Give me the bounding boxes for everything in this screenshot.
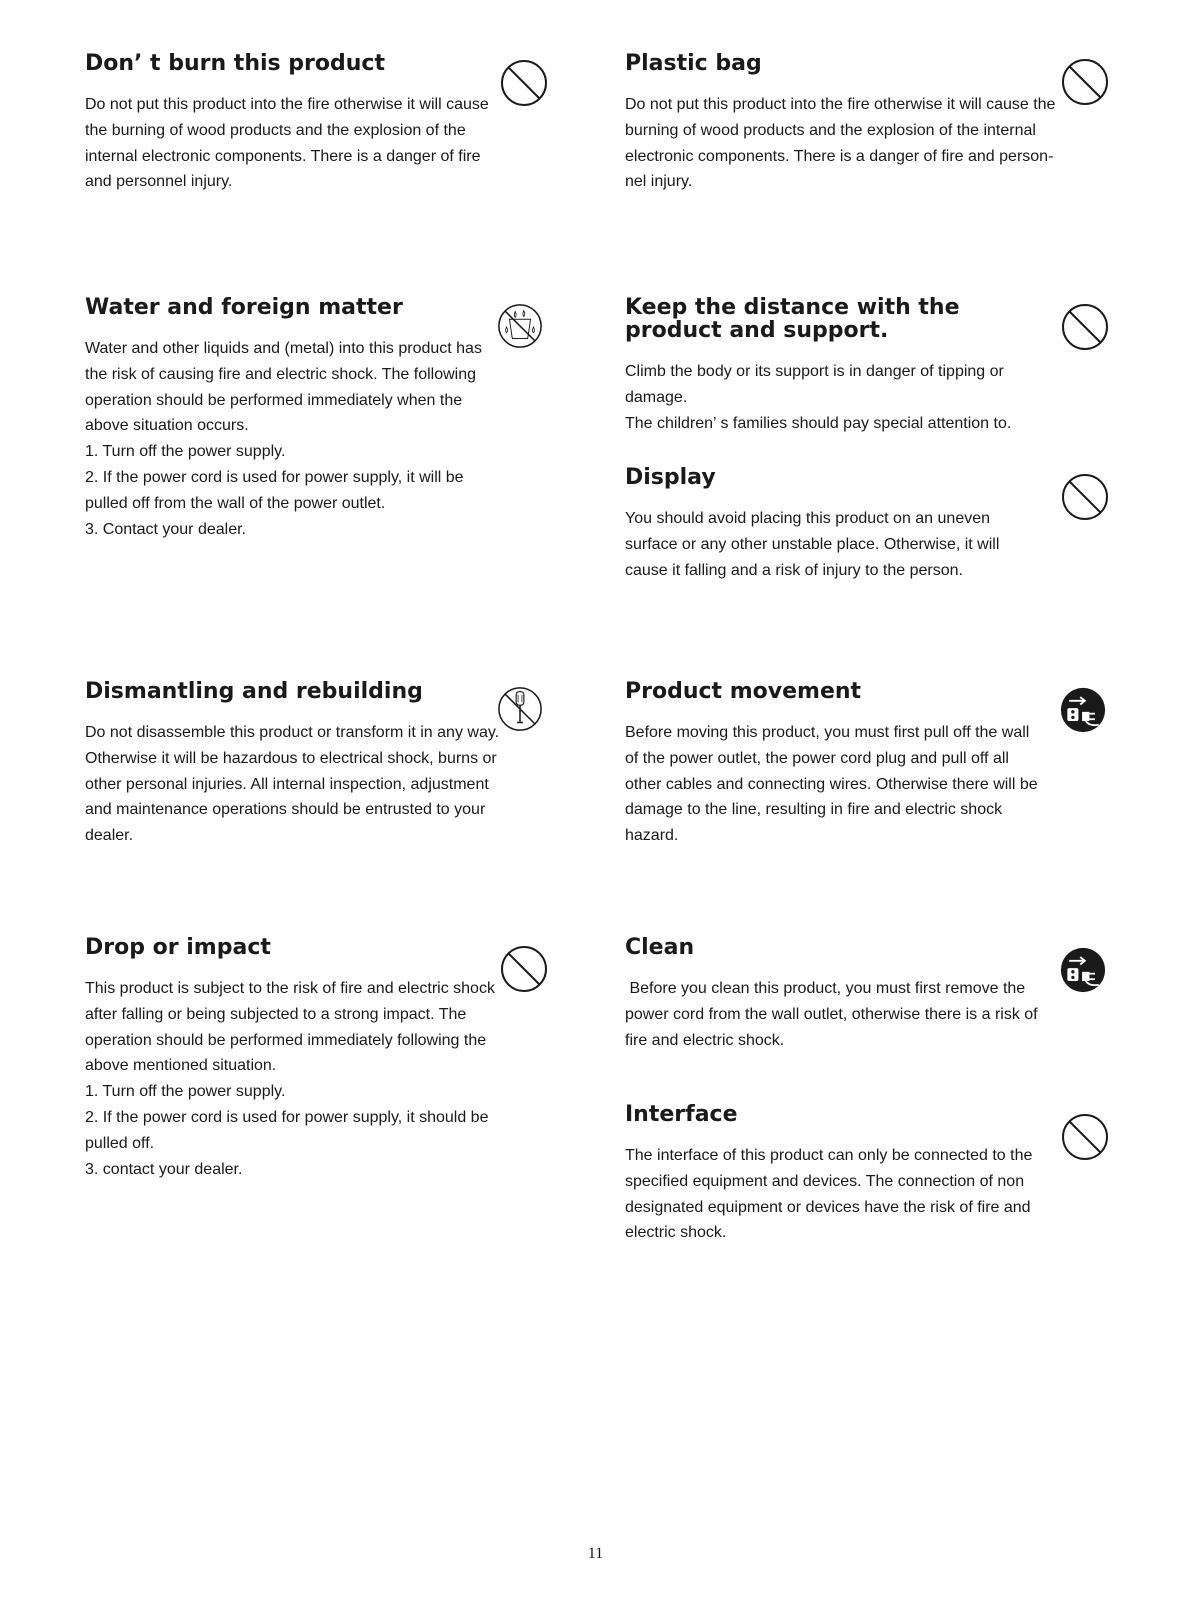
section-body: Before you clean this product, you must first remove the power cord from the wall outlet, otherwise there is a risk of fire and electric shock. — [625, 980, 1038, 1049]
section-title: Plastic bag — [625, 51, 762, 76]
section-title: Display — [625, 465, 716, 490]
section-body: You should avoid placing this product on an uneven surface or any other unstable place. Otherwise, it will cause it falling and a risk of injury to the person. — [625, 510, 1000, 579]
section-title: Keep the distance with the product and support. — [625, 295, 960, 343]
page-number: 11 — [587, 1545, 604, 1562]
section-title: Clean — [625, 935, 695, 960]
section-plastic-bag — [625, 52, 1065, 195]
section-body: Do not disassemble this product or transform it in any way. Otherwise it will be hazardous to electrical shock, burns or other personal injuries. All internal inspection, adjustment and maintenance operations should be entrusted to your dealer. — [85, 724, 500, 845]
section-title: Don’ t burn this product — [85, 51, 385, 76]
prohibited-icon — [1060, 302, 1110, 352]
section-body: This product is subject to the risk of fire and electric shock after falling or being subjected to a strong impact. The operation should be performed immediately following the above mentioned situation. 1. Turn off the power supply. 2. If the power cord is used for power supply, it should be pulled off. 3. contact your dealer. — [85, 980, 495, 1178]
section-body: Water and other liquids and (metal) into this product has the risk of causing fire and electric shock. The following operation should be performed immediately when the above situation occurs. 1. Turn off the power supply. 2. If the power cord is used for power supply, it will be pulled off from the wall of the power outlet. 3. Contact your dealer. — [85, 340, 482, 538]
prohibited-icon — [1060, 1112, 1110, 1162]
section-clean — [625, 936, 1055, 1053]
section-display — [625, 466, 1055, 583]
section-title: Drop or impact — [85, 935, 271, 960]
section-dismantling — [85, 680, 525, 849]
unplug-icon — [1060, 947, 1106, 993]
section-body: Climb the body or its support is in danger of tipping or damage. The children’ s families should pay special attention to. — [625, 363, 1012, 432]
section-keep-distance — [625, 296, 1055, 436]
prohibited-icon — [1060, 57, 1110, 107]
section-title: Dismantling and rebuilding — [85, 679, 423, 704]
prohibited-icon — [499, 944, 549, 994]
section-body: The interface of this product can only be connected to the specified equipment and devices. The connection of non designated equipment or devices have the risk of fire and electric shock. — [625, 1147, 1033, 1242]
prohibited-icon — [1060, 472, 1110, 522]
section-title: Interface — [625, 1102, 738, 1127]
no-liquid-icon — [496, 302, 544, 350]
section-dont-burn — [85, 52, 515, 195]
section-interface — [625, 1103, 1055, 1246]
section-body: Do not put this product into the fire otherwise it will cause the burning of wood products and the explosion of the internal electronic components. There is a danger of fire and personnel injury. — [85, 96, 489, 191]
unplug-icon — [1060, 687, 1106, 733]
section-title: Product movement — [625, 679, 862, 704]
no-disassembly-icon — [496, 685, 544, 733]
section-product-movement — [625, 680, 1055, 849]
section-body: Before moving this product, you must first pull off the wall of the power outlet, the power cord plug and pull off all other cables and connecting wires. Otherwise there will be damage to the line, resulting in fire and electric shock hazard. — [625, 724, 1038, 845]
section-body: Do not put this product into the fire otherwise it will cause the burning of wood products and the explosion of the internal electronic components. There is a danger of fire and person- nel injury. — [625, 96, 1056, 191]
section-drop-impact — [85, 936, 515, 1182]
prohibited-icon — [499, 58, 549, 108]
section-water-foreign-matter — [85, 296, 515, 542]
section-title: Water and foreign matter — [85, 295, 403, 320]
